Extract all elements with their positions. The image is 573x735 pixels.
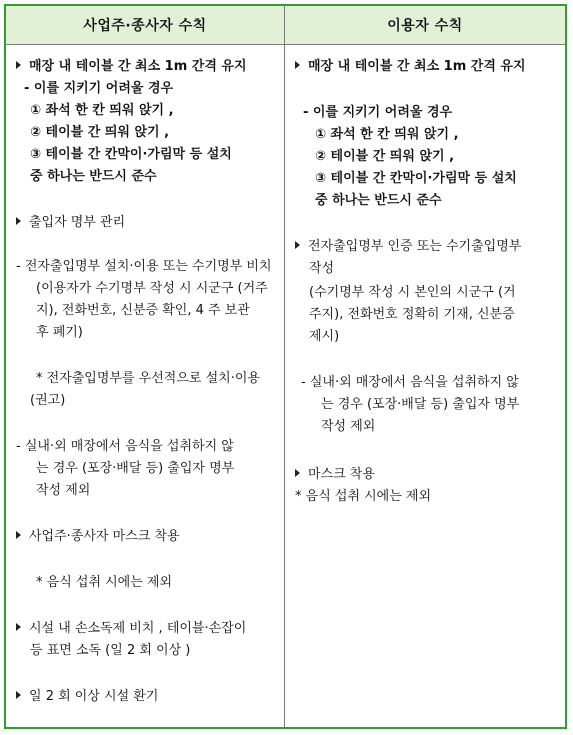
left-item-spacing: 매장 내 테이블 간 최소 1m 간격 유지 xyxy=(16,56,247,77)
left-text: ③ 테이블 간 칸막이·가림막 등 설치 xyxy=(30,147,232,162)
rules-table xyxy=(4,4,567,729)
left-text: * 전자출입명부를 우선적으로 설치·이용 xyxy=(36,371,260,386)
bullet-icon xyxy=(295,61,300,69)
left-text: 등 표면 소독 (일 2 회 이상 ) xyxy=(30,643,191,658)
header-user-rules: 이용자 수칙 xyxy=(387,18,463,34)
right-item-spacing: 매장 내 테이블 간 최소 1m 간격 유지 xyxy=(295,56,526,77)
right-text: 작성 xyxy=(309,261,335,276)
right-text: * 음식 섭취 시에는 제외 xyxy=(295,489,432,504)
right-item-visitor-log: 전자출입명부 인증 또는 수기출입명부 xyxy=(295,236,521,257)
bullet-icon xyxy=(16,531,21,539)
left-text: (권고) xyxy=(30,393,66,408)
right-item-mask: 마스크 착용 xyxy=(295,464,375,485)
left-item-disinfect: 시설 내 손소독제 비치 , 테이블·손잡이 xyxy=(16,618,246,639)
left-text: - 이를 지키기 어려울 경우 xyxy=(24,81,174,96)
left-text: 후 폐기) xyxy=(36,325,83,340)
right-text: 제시) xyxy=(309,329,340,344)
right-text: ③ 테이블 간 칸막이·가림막 등 설치 xyxy=(315,171,517,186)
left-text: - 전자출입명부 설치·이용 또는 수기명부 비치 xyxy=(16,259,272,274)
left-text: ② 테이블 간 띄워 앉기 , xyxy=(30,125,170,140)
left-text: 지), 전화번호, 신분증 확인, 4 주 보관 xyxy=(36,303,250,318)
bullet-icon xyxy=(16,61,21,69)
bullet-icon xyxy=(16,623,21,631)
right-text: 는 경우 (포장·배달 등) 출입자 명부 xyxy=(321,397,520,412)
right-text: ② 테이블 간 띄워 앉기 , xyxy=(315,149,455,164)
right-text: - 실내·외 매장에서 음식을 섭취하지 않 xyxy=(301,375,519,390)
right-text: 중 하나는 반드시 준수 xyxy=(315,193,442,208)
left-text: 작성 제외 xyxy=(36,483,91,498)
left-text: - 실내·외 매장에서 음식을 섭취하지 않 xyxy=(16,439,234,454)
right-text: (수기명부 작성 시 본인의 시군구 (거 xyxy=(309,285,516,300)
left-item-visitor-log: 출입자 명부 관리 xyxy=(16,212,125,233)
left-text: 는 경우 (포장·배달 등) 출입자 명부 xyxy=(36,461,235,476)
left-text: ① 좌석 한 칸 띄워 앉기 , xyxy=(30,103,174,118)
bullet-icon xyxy=(16,217,21,225)
left-item-ventilation: 일 2 회 이상 시설 환기 xyxy=(16,686,158,707)
column-divider xyxy=(284,6,285,727)
bullet-icon xyxy=(295,241,300,249)
right-text: ① 좌석 한 칸 띄워 앉기 , xyxy=(315,127,459,142)
left-text: 중 하나는 반드시 준수 xyxy=(30,169,157,184)
left-text: (이용자가 수기명부 작성 시 시군구 (거주 xyxy=(36,281,268,296)
table-header xyxy=(6,6,565,45)
left-text: * 음식 섭취 시에는 제외 xyxy=(36,575,173,590)
left-item-mask: 사업주·종사자 마스크 착용 xyxy=(16,526,180,547)
right-text: 주지), 전화번호 정확히 기재, 신분증 xyxy=(309,307,515,322)
header-business-rules: 사업주·종사자 수칙 xyxy=(83,18,207,34)
right-text: 작성 제외 xyxy=(321,419,376,434)
bullet-icon xyxy=(295,469,300,477)
bullet-icon xyxy=(16,691,21,699)
right-text: - 이를 지키기 어려울 경우 xyxy=(303,105,453,120)
